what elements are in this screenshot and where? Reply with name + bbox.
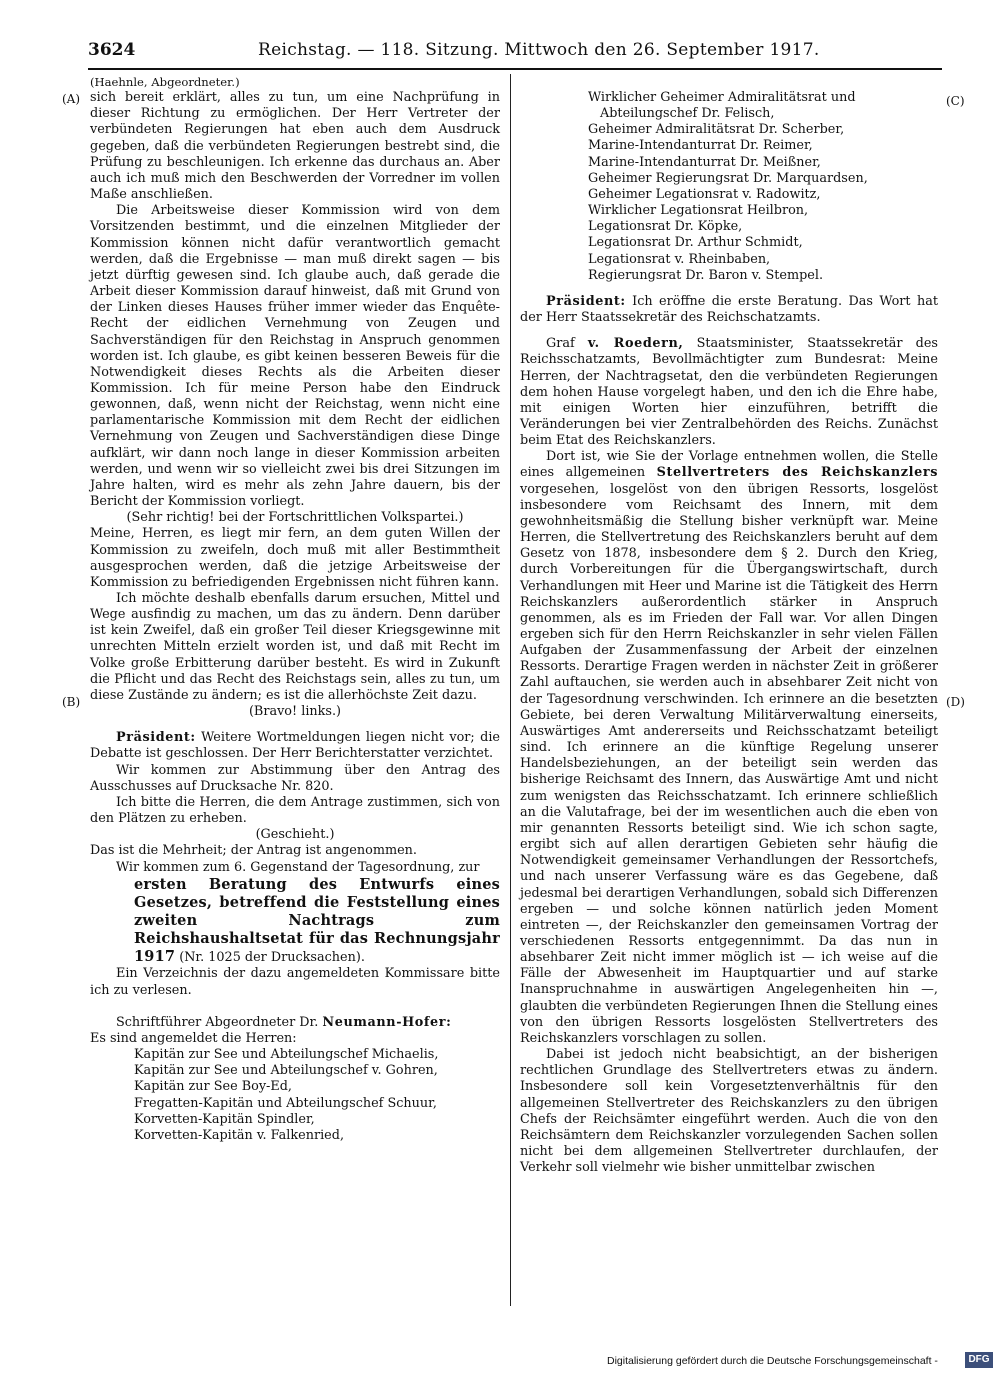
right-column [520,90,938,1176]
list-item: Marine-Intendanturrat Dr. Reimer, [588,138,813,154]
paragraph: Ich möchte deshalb ebenfalls darum ersuchen, Mittel und Wege ausfindig zu machen, um das zu ändern. Denn darüber ist kein Zweifel, daß ein großer Teil dieser Kriegsgewinne mit unrechten Mitteln erzielt worden ist, und daß mit Recht im Volke große Erbitterung darüber besteht. Es wird in Zukunft die Pflicht und das Recht des Reichstags sein, alles zu tun, um diese Zustände zu ändern; es ist die allerhöchste Zeit dazu. [90,591,500,703]
paragraph-text: Ich eröffne die erste Beratung. Das Wort hat der Herr Staatssekretär des Reichschatzamts. [520,293,938,326]
list-item: Legationsrat Dr. Köpke, [588,219,743,235]
paragraph: Es sind angemeldet die Herren: [90,1030,297,1046]
commissioner-list [90,1047,500,1144]
secretary-title: Schriftführer Abgeordneter Dr. [116,1014,323,1030]
secretary-name: Neumann-Hofer: [322,1014,452,1030]
emphasized-term: Stellvertreters des Reichskanzlers [656,465,939,481]
list-item: Geheimer Regierungsrat Dr. Marquardsen, [588,170,868,186]
paragraph: Wir kommen zur Abstimmung über den Antrag des Ausschusses auf Drucksache Nr. 820. [90,762,500,794]
agenda-item [90,876,500,967]
list-item: Regierungsrat Dr. Baron v. Stempel. [588,267,824,283]
commissioner-list [520,90,938,284]
interjection: (Bravo! links.) [248,704,342,720]
list-item: Marine-Intendanturrat Dr. Meißner, [588,154,821,170]
speaker-prefix: Graf [546,336,588,352]
agenda-reference: (Nr. 1025 der Drucksachen). [175,950,365,966]
secretary-remark [90,1015,500,1031]
paragraph: Meine, Herren, es liegt mir fern, an dem guten Willen der Kommission zu zweifeln, doch muß mit aller Bestimmtheit ausgesprochen werden, daß die jetzige Arbeitsweise der Kommission zu befriedigenden Ergebnissen nicht führen kann. [90,526,500,590]
speech-opening [520,336,938,449]
list-item: Geheimer Admiralitätsrat Dr. Scherber, [588,122,845,138]
left-column [90,74,500,1144]
list-item: Wirklicher Geheimer Admiralitätsrat und Abteilungschef Dr. Felisch, [588,90,856,122]
interjection: (Sehr richtig! bei der Fortschrittlichen Volkspartei.) [126,510,464,526]
paragraph: sich bereit erklärt, alles zu tun, um eine Nachprüfung in dieser Richtung zu ermöglichen. Der Herr Vertreter der verbündeten Regierungen hat eben auch dem Ausdruck gegeben, daß die verbündeten Regierungen bestrebt sind, die Prüfung zu beschleunigen. Ich erkenne das durchaus an. Aber auch ich muß mich den Beschwerden der Vorredner im vollen Maße anschließen. [90,90,500,203]
president-remark [520,294,938,326]
president-remark [90,730,500,762]
margin-marker-a: (A) [62,92,81,106]
paragraph: Ein Verzeichnis der dazu angemeldeten Kommissare bitte ich zu verlesen. [90,966,500,998]
list-item: Kapitän zur See Boy-Ed, [134,1079,292,1095]
paragraph-text: Staatsminister, Staatssekretär des Reichsschatzamts, Bevollmächtigter zum Bundesrat: Meine Herren, der Nachtragsetat, den die verbündeten Regierungen dem hohen Hause vorgelegt haben, und den ich die Ehre habe, mit einigen Worten hier einzuführen, betrifft die Veränderungen bei vier Zentralbehörden des Reichs. Zunächst beim Etat des Reichskanzlers. [520,336,939,449]
column-divider [510,74,511,1306]
speaker-name: v. Roedern, [587,336,684,352]
speaker-label: Präsident: [116,730,196,746]
list-item: Legationsrat Dr. Arthur Schmidt, [588,235,803,251]
paragraph: Das ist die Mehrheit; der Antrag ist angenommen. [90,843,417,859]
paragraph-text: Dort ist, wie Sie der Vorlage entnehmen wollen, die Stelle eines allgemeinen [520,449,938,481]
margin-marker-d: (D) [946,695,965,709]
paragraph: Ich bitte die Herren, die dem Antrage zustimmen, sich von den Plätzen zu erheben. [90,794,500,827]
list-item: Kapitän zur See und Abteilungschef Michaelis, [134,1047,439,1063]
paragraph [520,449,938,1047]
list-item: Korvetten-Kapitän Spindler, [134,1111,315,1127]
paragraph: Wir kommen zum 6. Gegenstand der Tagesordnung, zur [116,859,480,875]
dfg-logo: DFG [965,1352,993,1368]
page-header [88,40,942,66]
list-item: Geheimer Legationsrat v. Radowitz, [588,186,821,202]
paragraph: Dabei ist jedoch nicht beabsichtigt, an der bisherigen rechtlichen Grundlage des Stellvertreters etwas zu ändern. Insbesondere soll kein Vorgesetztenverhältnis für den allgemeinen Stellvertreter des Reichskanzlers zu den übrigen Chefs der Reichsämter eingeführt werden. Auch die von den Reichsämtern dem Reichskanzler vorzulegenden Sachen sollen nicht bei dem allgemeinen Stellvertreter durchlaufen, der Verkehr soll vielmehr wie bisher unmittelbar zwischen [520,1047,938,1176]
list-item: Legationsrat v. Rheinbaben, [588,251,771,267]
margin-marker-b: (B) [62,695,81,709]
paragraph-text: vorgesehen, losgelöst von den übrigen Ressorts, losgelöst insbesondere vom Reichsamt des Innern, mit dem gewohnheitsmäßig die Stellung bisher verknüpft war. Meine Herren, die Stellvertretung des Reichskanzlers beruht auf dem Gesetz von 1878, insbesondere dem § 2. Durch den Krieg, durch Vorbereitungen für die Übergangswirtschaft, durch Verhandlungen mit Heer und Marine ist die Tätigkeit des Herrn Reichskanzlers außerordentlich stärker in Anspruch genommen, als es im Frieden der Fall war. Vor allen Dingen ergeben sich für den Herrn Reichskanzler in sehr vielen Fällen Aufgaben der Zusammenfassung der Arbeit der einzelnen Ressorts. Derartige Fragen werden in nächster Zeit in größerer Zahl auftauchen, sie werden auch in absehbarer Zeit nicht von der Tagesordnung verschwinden. Ich erinnere an die besetzten Gebiete, bei deren Verwaltung Militärverwaltung einerseits, Auswärtiges Amt andererseits und Reichsschatzamt beteiligt sind. Ich erinnere an die künftige Regelung unserer Handelsbeziehungen, an der beteiligt sein werden das bisherige Reichsamt des Innern, das Auswärtige Amt und nicht zum wenigsten das Reichsschatzamt. Ich erinnere schließlich an die Valutafrage, bei der im wesentlichen auch die eben von mir genannten Ressorts beteiligt sind. Wie ich schon sagte, ergibt sich auf allen derartigen Gebieten sehr häufig die Notwendigkeit gemeinsamer Verhandlungen der Ressortchefs, und nach unserer Verfassung wäre es das Gegebene, daß jedesmal bei derartigen Verhandlungen, sobald sich Differenzen ergeben — und solche können natürlich jeden Moment eintreten —, der Reichskanzler den gemeinsamen Vortrag der verschiedenen Ressorts entgegennimmt. Da das nun in absehbarer Zeit nicht immer möglich ist — ich weise auf die Fälle der Abwesenheit im Hauptquartier und auf starke Inanspruchnahme in auswärtigen Angelegenheiten hin —, glaubten die verbündeten Regierungen Ihnen die Stellung eines von den übrigen Ressorts losgelösten Stellvertreters des Reichskanzlers vorschlagen zu sollen. [520,481,938,1046]
list-item: Fregatten-Kapitän und Abteilungschef Schuur, [134,1095,437,1111]
paragraph: Die Arbeitsweise dieser Kommission wird von dem Vorsitzenden bestimmt, und die einzelnen Mitglieder der Kommission können nicht dafür verantwortlich gemacht werden, daß die Ergebnisse — man muß direkt sagen — bis jetzt dürftig gewesen sind. Ich glaube auch, daß gerade die Arbeit dieser Kommission darauf hinweist, daß mit Grund von der Linken dieses Hauses früher immer wieder das Enquête-Recht der eidlichen Vernehmung von Zeugen und Sachverständigen für den Reichstag in Anspruch genommen worden ist. Ich glaube, es gibt keinen besseren Beweis für die Notwendigkeit dieses Rechts als die Arbeiten dieser Kommission. Ich für meine Person habe den Eindruck gewonnen, daß, wenn nicht der Reichstag, wenn nicht eine parlamentarische Kommission mit dem Recht der eidlichen Vernehmung von Zeugen und Sachverständigen diese Dinge aufklärt, wir dann noch lange in dieser Kommission arbeiten werden, und wenn wir so vielleicht zwei bis drei Sitzungen im Jahre halten, wird es mehr als zehn Jahre dauern, bis der Bericht der Kommission vorliegt. [90,203,500,510]
page-number: 3624 [88,40,136,60]
paragraph-text: Weitere Wortmeldungen liegen nicht vor; die Debatte ist geschlossen. Der Herr Berichterstatter verzichtet. [90,730,500,762]
agenda-heading: ersten Beratung des Entwurfs eines Gesetzes, betreffend die Feststellung eines zweiten Nachtrags zum Reichshaushaltsetat für das Rechnungsjahr 1917 [134,875,500,966]
running-head: Reichstag. — 118. Sitzung. Mittwoch den 26. September 1917. [258,40,820,60]
list-item: Kapitän zur See und Abteilungschef v. Gohren, [134,1063,438,1079]
interjection: (Geschieht.) [255,827,335,843]
list-item: Wirklicher Legationsrat Heilbron, [588,203,809,219]
list-item: Korvetten-Kapitän v. Falkenried, [134,1127,345,1143]
speaker-continuation: (Haehnle, Abgeordneter.) [90,75,240,89]
speaker-label: Präsident: [546,293,626,309]
funding-note: Digitalisierung gefördert durch die Deutsche Forschungsgemeinschaft - [607,1355,938,1367]
header-rule [88,68,942,70]
margin-marker-c: (C) [946,94,965,108]
